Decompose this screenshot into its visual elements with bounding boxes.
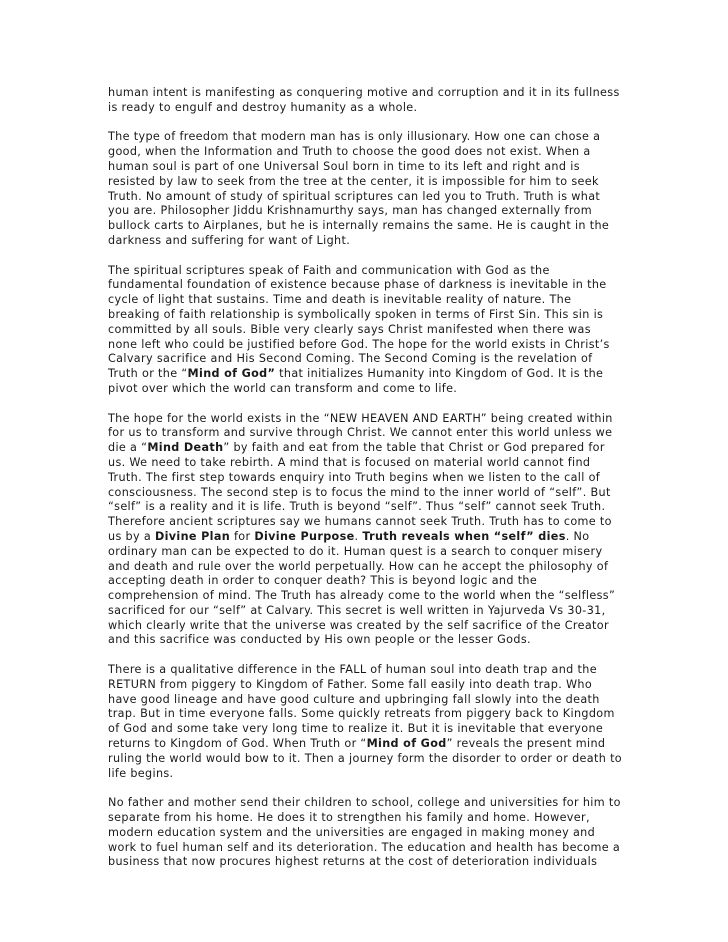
text-run: The hope for the world exists in the “NEW HEAVEN AND EARTH” being created within for us to transform and survive through Christ. We cannot enter this world unless we die a “	[108, 411, 613, 455]
bold-text: Truth reveals when “self” dies	[362, 529, 566, 543]
text-run: The spiritual scriptures speak of Faith and communication with God as the fundamental foundation of existence because phase of darkness is inevitable in the cycle of light that sustains. Time and death is inevitable reality of nature. The breaking of faith relationship is symbolically spoken in terms of First Sin. This sin is committed by all souls. Bible very clearly says Christ manifested when there was none left who could be justified before God. The hope for the world exists in Christ’s Calvary sacrifice and His Second Coming. The Second Coming is the revelation of Truth or the “	[108, 263, 610, 381]
bold-text: Mind Death	[147, 441, 224, 455]
bold-text: Mind of God”	[187, 367, 276, 381]
paragraph	[108, 264, 624, 397]
text-run: The type of freedom that modern man has is only illusionary. How one can chose a good, when the Information and Truth to choose the good does not exist. When a human soul is part of one Universal Soul born in time to its left and right and is resisted by law to seek from the tree at the center, it is impossible for him to seek Truth. No amount of study of spiritual scriptures can led you to Truth. Truth is what you are. Philosopher Jiddu Krishnamurthy says, man has changed externally from bullock carts to Airplanes, but he is internally remains the same. He is caught in the darkness and suffering for want of Light.	[108, 130, 610, 247]
text-run: human intent is manifesting as conquering motive and corruption and it in its fullness is ready to engulf and destroy humanity as a whole.	[108, 86, 620, 114]
document-body	[108, 86, 624, 885]
text-run: No father and mother send their children to school, college and universities for him to separate from his home. He does it to strengthen his family and home. However, modern education system and the universities are engaged in making money and work to fuel human self and its deterioration. The education and health has become a business that now procures highest returns at the cost of deterioration individuals	[108, 796, 621, 869]
text-run: for	[230, 529, 255, 543]
text-run: ” reveals the present mind ruling the world would bow to it. Then a journey form the disorder to order or death to life begins.	[108, 737, 623, 780]
text-run: . No ordinary man can be expected to do it. Human quest is a search to conquer misery and death and rule over the world perpetually. How can he accept the philosophy of accepting death in order to conquer death? This is beyond logic and the comprehension of mind. The Truth has already come to the world when the “selfless” sacrificed for our “self” at Calvary. This secret is well written in Yajurveda Vs 30-31, which clearly write that the universe was created by the self sacrifice of the Creator and this sacrifice was conducted by His own people or the lesser Gods.	[108, 529, 616, 647]
paragraph	[108, 130, 624, 248]
text-run: .	[354, 529, 363, 543]
text-run: There is a qualitative difference in the FALL of human soul into death trap and the RETURN from piggery to Kingdom of Father. Some fall easily into death trap. Who have good lineage and have good culture and upbringing fall slowly into the death trap. But in time everyone falls. Some quickly retreats from piggery back to Kingdom of God and some take very long time to realize it. But it is inevitable that everyone returns to Kingdom of God. When Truth or “	[108, 663, 615, 751]
bold-text: Mind of God	[366, 737, 447, 751]
paragraph	[108, 663, 624, 781]
paragraph	[108, 796, 624, 870]
paragraph	[108, 412, 624, 649]
paragraph	[108, 86, 624, 116]
bold-text: Divine Purpose	[254, 529, 355, 543]
text-run: ” by faith and eat from the table that Christ or God prepared for us. We need to take rebirth. A mind that is focused on material world cannot find Truth. The first step towards enquiry into Truth begins when we listen to the call of consciousness. The second step is to focus the mind to the inner world of “self”. But “self” is a reality and it is life. Truth is beyond “self”. Thus “self” cannot seek Truth. Therefore ancient scriptures say we humans cannot seek Truth. Truth has to come to us by a	[108, 441, 612, 543]
text-run: that initializes Humanity into Kingdom of God. It is the pivot over which the world can transform and come to life.	[108, 367, 604, 395]
bold-text: Divine Plan	[154, 529, 231, 543]
